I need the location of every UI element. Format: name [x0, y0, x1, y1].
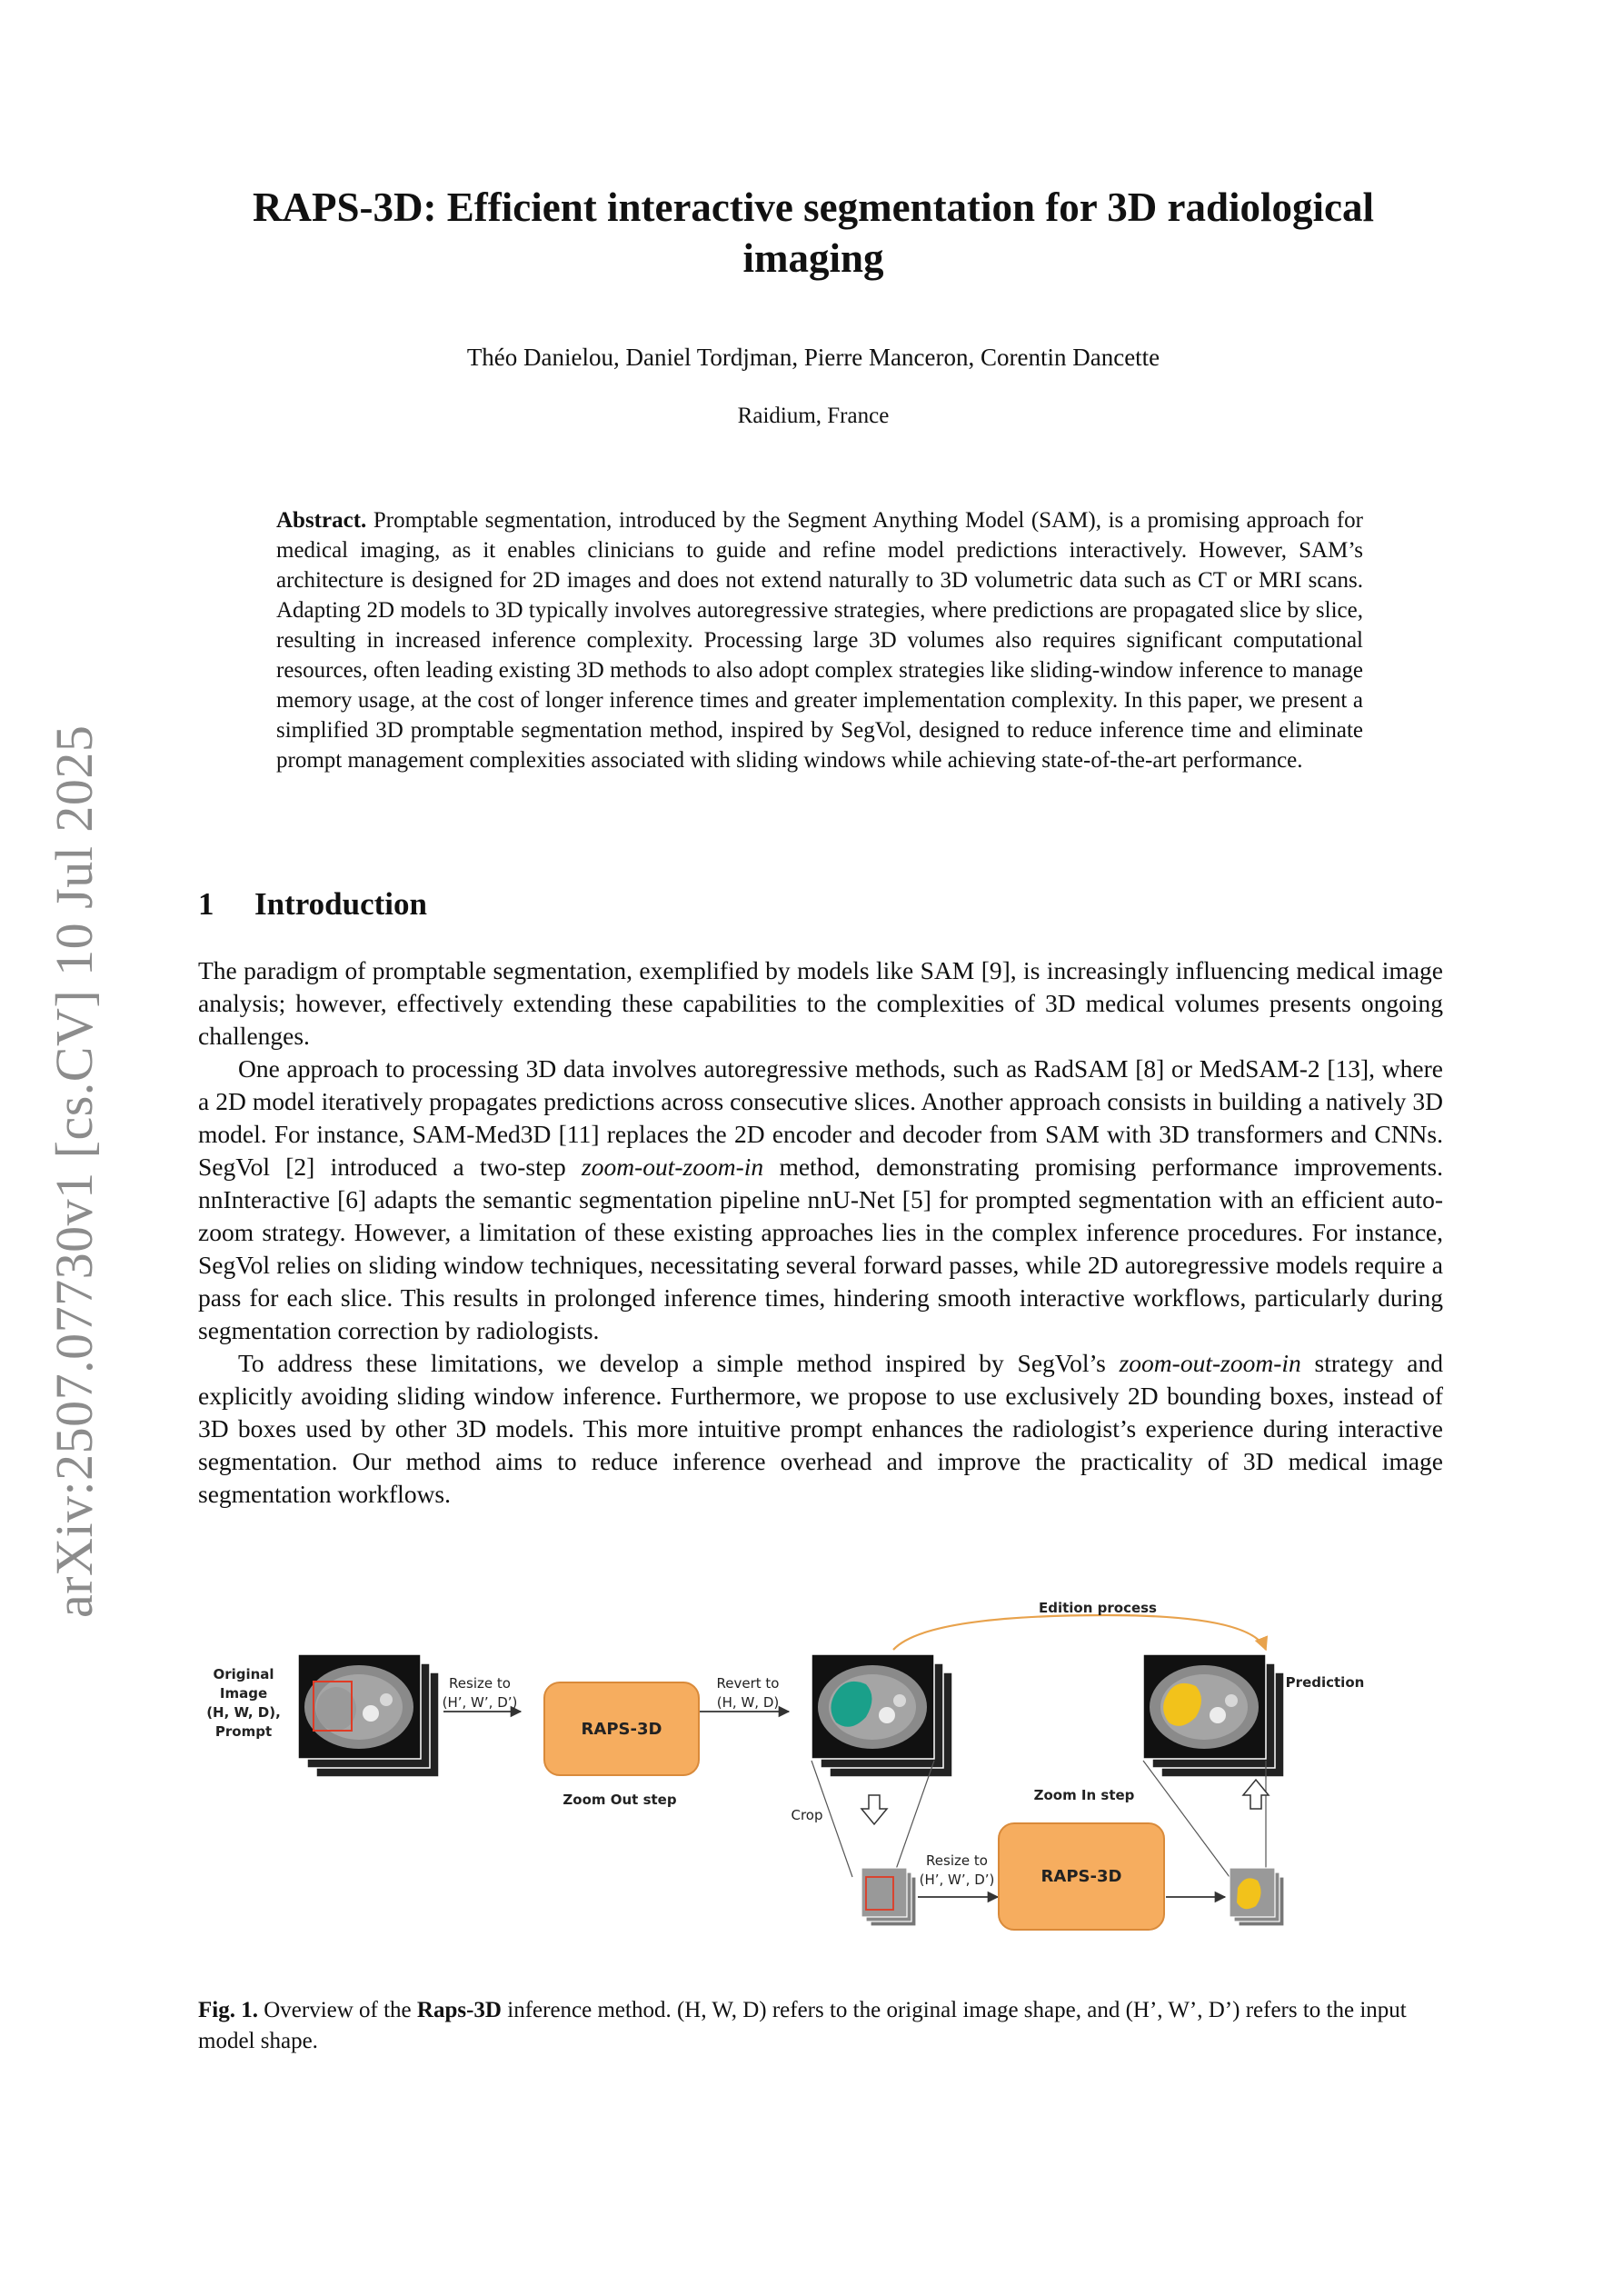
caption-text-1: Overview of the: [257, 1998, 417, 2022]
caption-bold-term: Raps-3D: [416, 1998, 502, 2022]
prediction-ct-stack: [1143, 1654, 1284, 1777]
up-arrow-icon: [1243, 1780, 1269, 1809]
coarse-mask-ct-stack: [812, 1654, 952, 1777]
paragraph-3-emphasis: zoom-out-zoom-in: [1119, 1349, 1301, 1377]
figure-1-diagram: [198, 1600, 1452, 1941]
paragraph-2-part-2: method, demonstrating promising performance improvements. nnInteractive [6] adapts the semantic segmentation pipeline nnU-Net [5] for prompted segmentation with an efficient auto-zoom strategy. However, a limitation of these existing approaches lies in the complex inference procedures. For instance, SegVol relies on sliding window techniques, necessitating several forward passes, while 2D autoregressive models require a pass for each slice. This results in prolonged inference times, hindering smooth interactive workflows, particularly during segmentation correction by radiologists.: [198, 1153, 1443, 1344]
paragraph-3: [198, 1347, 1443, 1511]
resize-step-label: Resize to (H’, W’, D’): [442, 1675, 518, 1711]
raps-3d-zoom-in-model: RAPS-3D: [998, 1822, 1165, 1931]
section-number: 1: [198, 886, 214, 922]
input-ct-stack: [298, 1654, 439, 1777]
input-image-label: Original Image (H, W, D), Prompt: [206, 1666, 281, 1740]
resize-step-label-2: Resize to (H’, W’, D’): [919, 1852, 995, 1888]
section-heading-introduction: [198, 886, 427, 923]
paragraph-1: The paradigm of promptable segmentation, exemplified by models like SAM [9], is increasingly influencing medical image analysis; however, effectively extending these capabilities to the complexities of 3D medical volumes presents ongoing challenges.: [198, 956, 1443, 1050]
abstract: [276, 505, 1363, 775]
edition-process-label: Edition process: [1038, 1600, 1157, 1616]
section-title: Introduction: [254, 886, 427, 922]
figure-1-caption: [198, 1995, 1443, 2057]
affiliation: Raidium, France: [737, 404, 890, 428]
paragraph-2-part-1: One approach to processing 3D data involves autoregressive methods, such as RadSAM [8] or MedSAM-2 [13], where a 2D model iteratively propagates predictions across consecutive slices. Another approach consists in building a natively 3D model. For instance, SAM-Med3D [11] replaces the 2D encoder and decoder from SAM with 3D transformers and CNNs. SegVol [2] introduced a two-step: [198, 1054, 1443, 1181]
zoom-in-step-label: Zoom In step: [1033, 1787, 1135, 1803]
caption-text-2: inference method. (H, W, D) refers to the original image shape, and (H’, W’, D’) refers to the input model shape.: [198, 1998, 1407, 2053]
paragraph-3-part-1: To address these limitations, we develop a simple method inspired by SegVol’s: [238, 1349, 1120, 1377]
title-line-2: imaging: [742, 235, 884, 281]
paragraph-2: [198, 1053, 1443, 1347]
prediction-label: Prediction: [1285, 1674, 1365, 1691]
revert-step-label: Revert to (H, W, D): [716, 1675, 780, 1711]
down-arrow-icon: [861, 1795, 887, 1824]
paragraph-2-emphasis: zoom-out-zoom-in: [582, 1153, 764, 1181]
figure-graphics: [198, 1604, 1452, 1941]
paper-title: [200, 182, 1427, 284]
introduction-body: [198, 954, 1443, 1511]
abstract-text: Promptable segmentation, introduced by the Segment Anything Model (SAM), is a promising approach for medical imaging, as it enables clinicians to guide and refine model predictions interactively. However, SAM’s architecture is designed for 2D images and does not extend naturally to 3D volumetric data such as CT or MRI scans. Adapting 2D models to 3D typically involves autoregressive strategies, where predictions are propagated slice by slice, resulting in increased inference complexity. Processing large 3D volumes also requires significant computational resources, often leading existing 3D methods to also adopt complex strategies like sliding-window inference to manage memory usage, at the cost of longer inference times and greater implementation complexity. In this paper, we present a simplified 3D promptable segmentation method, inspired by SegVol, designed to reduce inference time and eliminate prompt management complexities associated with sliding windows while achieving state-of-the-art performance.: [276, 508, 1364, 773]
raps-3d-zoom-out-model: RAPS-3D: [543, 1682, 700, 1776]
title-line-1: RAPS-3D: Efficient interactive segmentation for 3D radiological: [253, 185, 1374, 230]
zoom-out-step-label: Zoom Out step: [563, 1792, 677, 1808]
caption-label: Fig. 1.: [198, 1998, 258, 2022]
paragraph-3-part-2: strategy and explicitly avoiding sliding window inference. Furthermore, we propose to use exclusively 2D bounding boxes, instead of 3D boxes used by other 3D models. This more intuitive prompt enhances the radiologist’s experience during interactive segmentation. Our method aims to reduce inference overhead and improve the practicality of 3D medical image segmentation workflows.: [198, 1349, 1443, 1508]
refined-volume-stack: [1230, 1868, 1284, 1926]
cropped-volume-stack: [861, 1868, 916, 1926]
arxiv-identifier-stamp: arXiv:2507.07730v1 [cs.CV] 10 Jul 2025: [45, 724, 104, 1618]
crop-label: Crop: [791, 1807, 823, 1823]
abstract-label: Abstract.: [276, 508, 367, 533]
author-list: Théo Danielou, Daniel Tordjman, Pierre Manceron, Corentin Dancette: [466, 344, 1160, 371]
